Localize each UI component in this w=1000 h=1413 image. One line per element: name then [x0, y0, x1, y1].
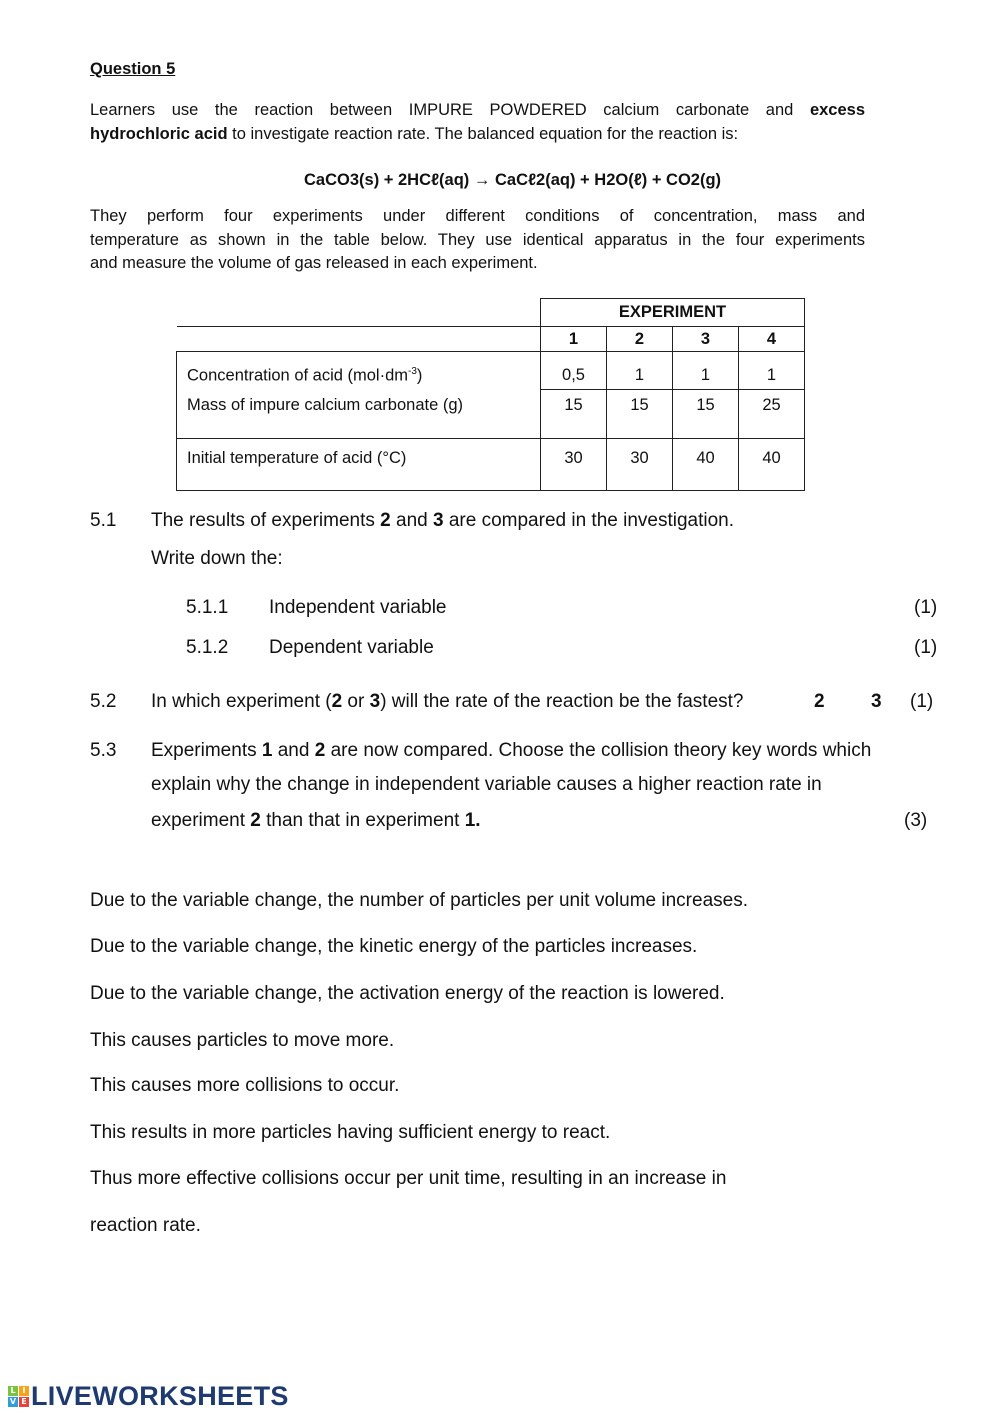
- cell: 30: [607, 439, 673, 491]
- intro-bold: excess: [809, 101, 865, 119]
- q512-text: Dependent variable: [269, 637, 434, 658]
- q512-number: 5.1.2: [186, 637, 229, 658]
- para2-line-2: temperature as shown in the table below. They use identical apparatus in the four experiments: [90, 231, 865, 249]
- balanced-equation: CaCO3(s) + 2HCℓ(aq) → CaCℓ2(aq) + H2O(ℓ) + CO2(g): [304, 171, 722, 189]
- keyword-option[interactable]: This causes more collisions to occur.: [90, 1075, 400, 1096]
- question-title: Question 5: [90, 60, 176, 78]
- intro-line-1: [90, 101, 865, 120]
- cell: 15: [673, 390, 739, 439]
- q53-line-1: Experiments 1 and 2 are now compared. Choose the collision theory key words which: [151, 740, 872, 761]
- row-label: Initial temperature of acid (°C): [177, 439, 541, 491]
- row-label: Concentration of acid $(mol\cdot dm^{-3})$: [177, 352, 541, 390]
- q52-marks: (1): [910, 691, 934, 712]
- cell: 1: [673, 352, 739, 390]
- intro-text: to investigate reaction rate. The balanced equation for the reaction is:: [227, 125, 739, 143]
- q52-text: In which experiment (2 or 3) will the rate of the reaction be the fastest?: [151, 691, 744, 712]
- keyword-option[interactable]: Due to the variable change, the kinetic energy of the particles increases.: [90, 936, 698, 957]
- experiment-table: [176, 298, 805, 491]
- q511-marks: (1): [914, 597, 938, 618]
- q52-number: 5.2: [90, 691, 117, 712]
- intro-bold: hydrochloric acid: [90, 125, 228, 143]
- q53-line-2: explain why the change in independent variable causes a higher reaction rate in: [151, 774, 822, 795]
- q511-number: 5.1.1: [186, 597, 229, 618]
- keyword-option[interactable]: reaction rate.: [90, 1215, 201, 1236]
- keyword-option[interactable]: Due to the variable change, the number of particles per unit volume increases.: [90, 890, 748, 911]
- col-header: 4: [739, 327, 805, 352]
- col-header: 1: [541, 327, 607, 352]
- q53-number: 5.3: [90, 740, 117, 761]
- col-header: 3: [673, 327, 739, 352]
- row-label: Mass of impure calcium carbonate (g): [177, 390, 541, 439]
- cell: 15: [607, 390, 673, 439]
- table-row: [177, 439, 805, 491]
- liveworksheets-logo: [8, 1381, 289, 1412]
- q53-marks: (3): [904, 810, 928, 831]
- para2-line-1: They perform four experiments under different conditions of concentration, mass and: [90, 207, 865, 225]
- q512-marks: (1): [914, 637, 938, 658]
- keyword-option[interactable]: This results in more particles having sufficient energy to react.: [90, 1122, 611, 1143]
- cell: 40: [673, 439, 739, 491]
- logo-text: LIVEWORKSHEETS: [31, 1381, 289, 1411]
- cell: 1: [739, 352, 805, 390]
- keyword-option[interactable]: Thus more effective collisions occur per unit time, resulting in an increase in: [90, 1168, 727, 1189]
- col-header: 2: [607, 327, 673, 352]
- cell: 15: [541, 390, 607, 439]
- answer-option-3[interactable]: 3: [871, 691, 882, 712]
- cell: 1: [607, 352, 673, 390]
- q51-number: 5.1: [90, 510, 117, 531]
- q511-text: Independent variable: [269, 597, 447, 618]
- q53-line-3: experiment 2 than that in experiment 1.: [151, 810, 481, 831]
- table-row: [177, 390, 805, 439]
- cell: 0,5: [541, 352, 607, 390]
- answer-option-2[interactable]: 2: [814, 691, 825, 712]
- experiment-header: EXPERIMENT: [541, 299, 805, 327]
- cell: 40: [739, 439, 805, 491]
- cell: 25: [739, 390, 805, 439]
- para2-line-3: and measure the volume of gas released in each experiment.: [90, 254, 538, 272]
- empty-cell: [177, 299, 541, 327]
- q51-sub: Write down the:: [151, 548, 283, 569]
- logo-badge-icon: L I V E: [8, 1386, 29, 1407]
- intro-text: Learners use the reaction between IMPURE POWDERED calcium carbonate and: [90, 101, 810, 119]
- cell: 30: [541, 439, 607, 491]
- q51-text: The results of experiments 2 and 3 are compared in the investigation.: [151, 510, 735, 531]
- table-row: [177, 352, 805, 390]
- keyword-option[interactable]: Due to the variable change, the activation energy of the reaction is lowered.: [90, 983, 725, 1004]
- keyword-option[interactable]: This causes particles to move more.: [90, 1030, 395, 1051]
- intro-line-2: [90, 125, 738, 144]
- empty-cell: [177, 327, 541, 352]
